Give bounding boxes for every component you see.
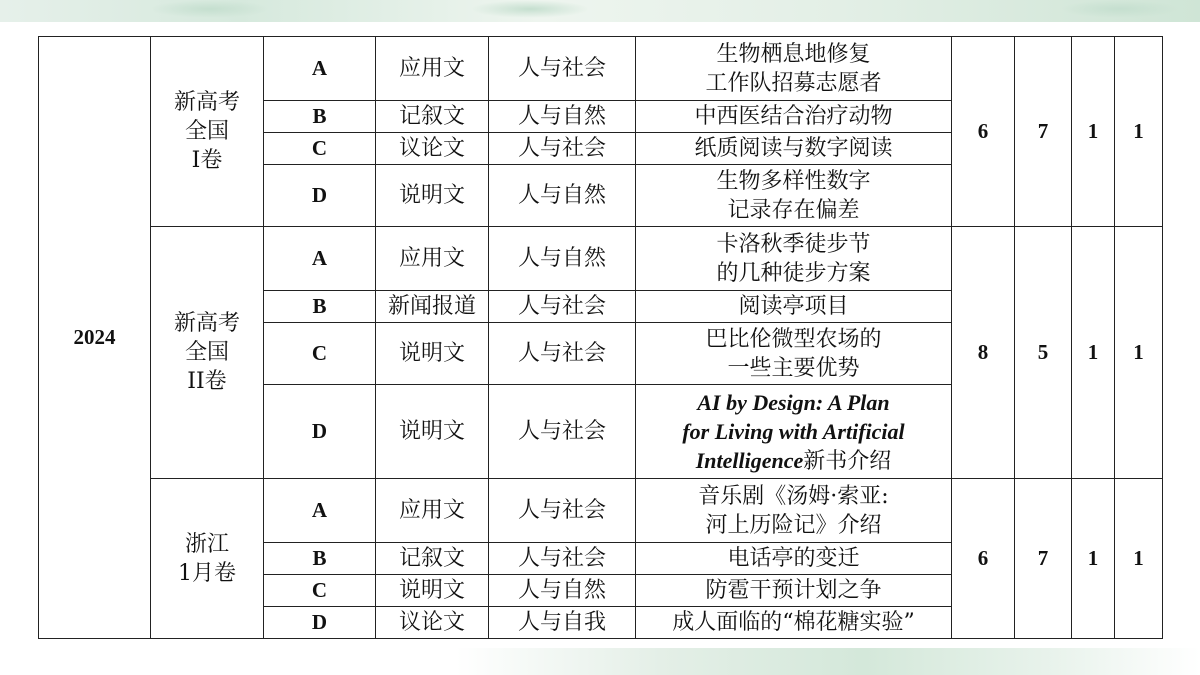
stat-cell: 5 [1015, 227, 1072, 479]
topic-line: 巴比伦微型农场的 [705, 326, 882, 352]
exam-name-cell [151, 37, 264, 227]
stat-cell: 7 [1015, 37, 1072, 227]
stat-cell: 1 [1115, 37, 1163, 227]
background-top-leaf [470, 0, 590, 18]
year-cell: 2024 [39, 37, 151, 639]
exam-name-line: 全国 [184, 340, 229, 365]
topic-line: 的几种徒步方案 [716, 260, 871, 286]
topic-cell: 成人面临的“棉花糖实验” [636, 607, 952, 639]
theme-cell: 人与社会 [489, 543, 636, 575]
topic-line: 音乐剧《汤姆·索亚: [698, 483, 889, 509]
background-bottom-decoration [0, 648, 1200, 675]
theme-cell: 人与社会 [489, 385, 636, 479]
topic-cell: 电话亭的变迁 [636, 543, 952, 575]
theme-cell: 人与社会 [489, 37, 636, 101]
stat-cell: 7 [1015, 479, 1072, 639]
stat-cell: 6 [952, 37, 1015, 227]
exam-name-line: 新高考 [173, 90, 240, 115]
genre-cell: 应用文 [376, 37, 489, 101]
genre-cell: 记叙文 [376, 101, 489, 133]
theme-cell: 人与自我 [489, 607, 636, 639]
topic-cell: 中西医结合治疗动物 [636, 101, 952, 133]
stat-cell: 1 [1072, 479, 1115, 639]
topic-cell [636, 385, 952, 479]
book-title-line: for Living with Artificial [682, 418, 905, 444]
topic-cell [636, 227, 952, 291]
passage-letter: B [264, 543, 376, 575]
genre-cell: 应用文 [376, 479, 489, 543]
topic-cell [636, 479, 952, 543]
passage-letter: B [264, 291, 376, 323]
genre-cell: 议论文 [376, 607, 489, 639]
genre-cell: 说明文 [376, 575, 489, 607]
topic-line: 生物栖息地修复 [716, 41, 871, 67]
theme-cell: 人与自然 [489, 101, 636, 133]
topic-line [636, 446, 951, 476]
exam-name-line: 浙江 [184, 531, 229, 557]
book-title-line: Intelligence [695, 447, 804, 473]
topic-line: 工作队招募志愿者 [705, 70, 882, 96]
theme-cell: 人与自然 [489, 165, 636, 227]
theme-cell: 人与社会 [489, 133, 636, 165]
theme-cell: 人与社会 [489, 479, 636, 543]
passage-letter: D [264, 607, 376, 639]
passage-letter: A [264, 37, 376, 101]
passage-letter: C [264, 575, 376, 607]
passage-letter: C [264, 133, 376, 165]
exam-name-cell [151, 227, 264, 479]
background-top-leaf [1060, 0, 1180, 18]
topic-line: 生物多样性数字 [716, 168, 871, 194]
genre-cell: 议论文 [376, 133, 489, 165]
table-row [39, 227, 1163, 291]
exam-name-line: I卷 [191, 148, 223, 173]
passage-letter: B [264, 101, 376, 133]
theme-cell: 人与自然 [489, 575, 636, 607]
table-row [39, 37, 1163, 101]
theme-cell: 人与社会 [489, 291, 636, 323]
stat-cell: 1 [1072, 37, 1115, 227]
exam-name-cell [151, 479, 264, 639]
book-title-line: AI by Design: A Plan [697, 389, 890, 415]
theme-cell: 人与自然 [489, 227, 636, 291]
topic-line: 一些主要优势 [727, 355, 860, 381]
theme-cell: 人与社会 [489, 323, 636, 385]
topic-cell [636, 165, 952, 227]
table-row [39, 479, 1163, 543]
genre-cell: 说明文 [376, 165, 489, 227]
stat-cell: 1 [1072, 227, 1115, 479]
topic-cell: 防雹干预计划之争 [636, 575, 952, 607]
reading-passage-table [38, 36, 1163, 639]
topic-cell: 阅读亭项目 [636, 291, 952, 323]
passage-letter: A [264, 227, 376, 291]
topic-cell [636, 37, 952, 101]
stat-cell: 1 [1115, 479, 1163, 639]
exam-name-line: 新高考 [173, 311, 240, 336]
exam-name-line: II卷 [187, 369, 227, 394]
exam-name-line: 1月卷 [178, 560, 236, 586]
genre-cell: 应用文 [376, 227, 489, 291]
passage-letter: A [264, 479, 376, 543]
topic-line: 卡洛秋季徒步节 [716, 231, 871, 257]
topic-cell: 纸质阅读与数字阅读 [636, 133, 952, 165]
genre-cell: 说明文 [376, 323, 489, 385]
stat-cell: 1 [1115, 227, 1163, 479]
topic-cell [636, 323, 952, 385]
topic-line: 记录存在偏差 [727, 197, 860, 223]
genre-cell: 新闻报道 [376, 291, 489, 323]
passage-letter: D [264, 385, 376, 479]
stat-cell: 8 [952, 227, 1015, 479]
genre-cell: 记叙文 [376, 543, 489, 575]
background-top-leaf [150, 0, 270, 18]
genre-cell: 说明文 [376, 385, 489, 479]
exam-name-line: 全国 [184, 119, 229, 144]
topic-suffix: 新书介绍 [803, 448, 892, 474]
passage-letter: C [264, 323, 376, 385]
topic-line: 河上历险记》介绍 [705, 512, 882, 538]
passage-letter: D [264, 165, 376, 227]
stat-cell: 6 [952, 479, 1015, 639]
